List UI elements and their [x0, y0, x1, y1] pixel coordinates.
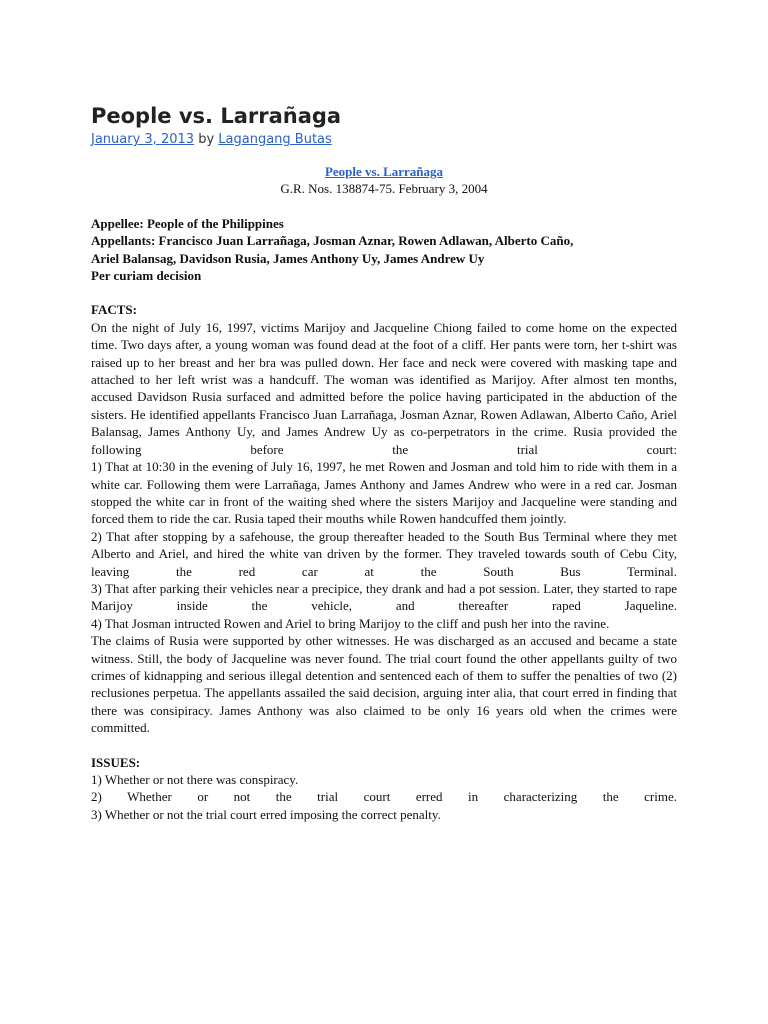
- case-citation: G.R. Nos. 138874-75. February 3, 2004: [280, 181, 488, 197]
- appellants-line-1: Appellants: Francisco Juan Larrañaga, Josman Aznar, Rowen Adlawan, Alberto Caño,: [91, 233, 574, 249]
- case-title-link[interactable]: People vs. Larrañaga: [324, 164, 444, 179]
- appellee-line: Appellee: People of the Philippines: [91, 215, 284, 231]
- article: [91, 102, 677, 823]
- parties-block: [91, 215, 677, 285]
- issue-item-1: 1) Whether or not there was conspiracy.: [91, 772, 299, 787]
- decision-line: Per curiam decision: [91, 268, 202, 284]
- post-date-link[interactable]: January 3, 2013: [91, 132, 195, 147]
- post-byline: [91, 131, 677, 149]
- facts-point-4: 4) That Josman intructed Rowen and Ariel to bring Marijoy to the cliff and push her into the ravine.: [91, 615, 610, 631]
- case-header: [91, 163, 677, 198]
- post-title: People vs. Larrañaga: [91, 104, 342, 128]
- facts-intro: On the night of July 16, 1997, victims Marijoy and Jacqueline Chiong failed to come home on the expected time. Two days after, a young woman was found dead at the foot of a cliff. Her pants were torn, her t-shirt was raised up to her breast and her bra was pulled down. Her face and neck were covered with masking tape and attached to her left wrist was a handcuff. The woman was identified as Marijoy. After almost ten months, accused Davidson Rusia surfaced and admitted before the police having participated in the abduction of the sisters. He identified appellants Francisco Juan Larrañaga, Josman Aznar, Rowen Adlawan, Alberto Caño, Ariel Balansag, James Anthony Uy, and James Andrew Uy as co-perpetrators in the crime. Rusia provided the following before the trial court:: [91, 319, 677, 457]
- facts-heading: FACTS:: [91, 302, 137, 318]
- issue-item-3: 3) Whether or not the trial court erred imposing the correct penalty.: [91, 806, 441, 822]
- byline-by-text: by: [198, 132, 215, 147]
- facts-point-3: 3) That after parking their vehicles near a precipice, they drank and had a pot session. Later, they started to rape Marijoy inside the vehicle, and thereafter raped Jaqueline.: [91, 580, 677, 614]
- facts-point-2: 2) That after stopping by a safehouse, the group thereafter headed to the South Bus Terminal where they met Alberto and Ariel, and hired the white van driven by the former. They traveled towards south of Cebu City, leaving the red car at the South Bus Terminal.: [91, 528, 677, 579]
- appellants-line-2: Ariel Balansag, Davidson Rusia, James Anthony Uy, James Andrew Uy: [91, 250, 485, 266]
- issue-item-2: 2) Whether or not the trial court erred in characterizing the crime.: [91, 789, 677, 805]
- facts-point-1: 1) That at 10:30 in the evening of July 16, 1997, he met Rowen and Josman and told him to ride with them in a white car. Following them were Larrañaga, James Anthony and James Andrew who were in a red car. Josman stopped the white car in front of the waiting shed where the sisters Marijoy and Jacqueline were standing and forced them to ride the car. Rusia taped their mouths while Rowen handcuffed them jointly.: [91, 459, 677, 527]
- issues-heading: ISSUES:: [91, 754, 141, 770]
- facts-conclusion: The claims of Rusia were supported by other witnesses. He was discharged as an accused and became a state witness. Still, the body of Jacqueline was never found. The trial court found the other appellants guilty of two crimes of kidnapping and serious illegal detention and sentenced each of them to suffer the penalties of two (2) reclusiones perpetua. The appellants assailed the said decision, arguing inter alia, that court erred in finding that there was consipiracy. James Anthony was also claimed to be only 16 years old when the crimes were committed.: [91, 633, 677, 736]
- post-author-link[interactable]: Lagangang Butas: [218, 132, 332, 147]
